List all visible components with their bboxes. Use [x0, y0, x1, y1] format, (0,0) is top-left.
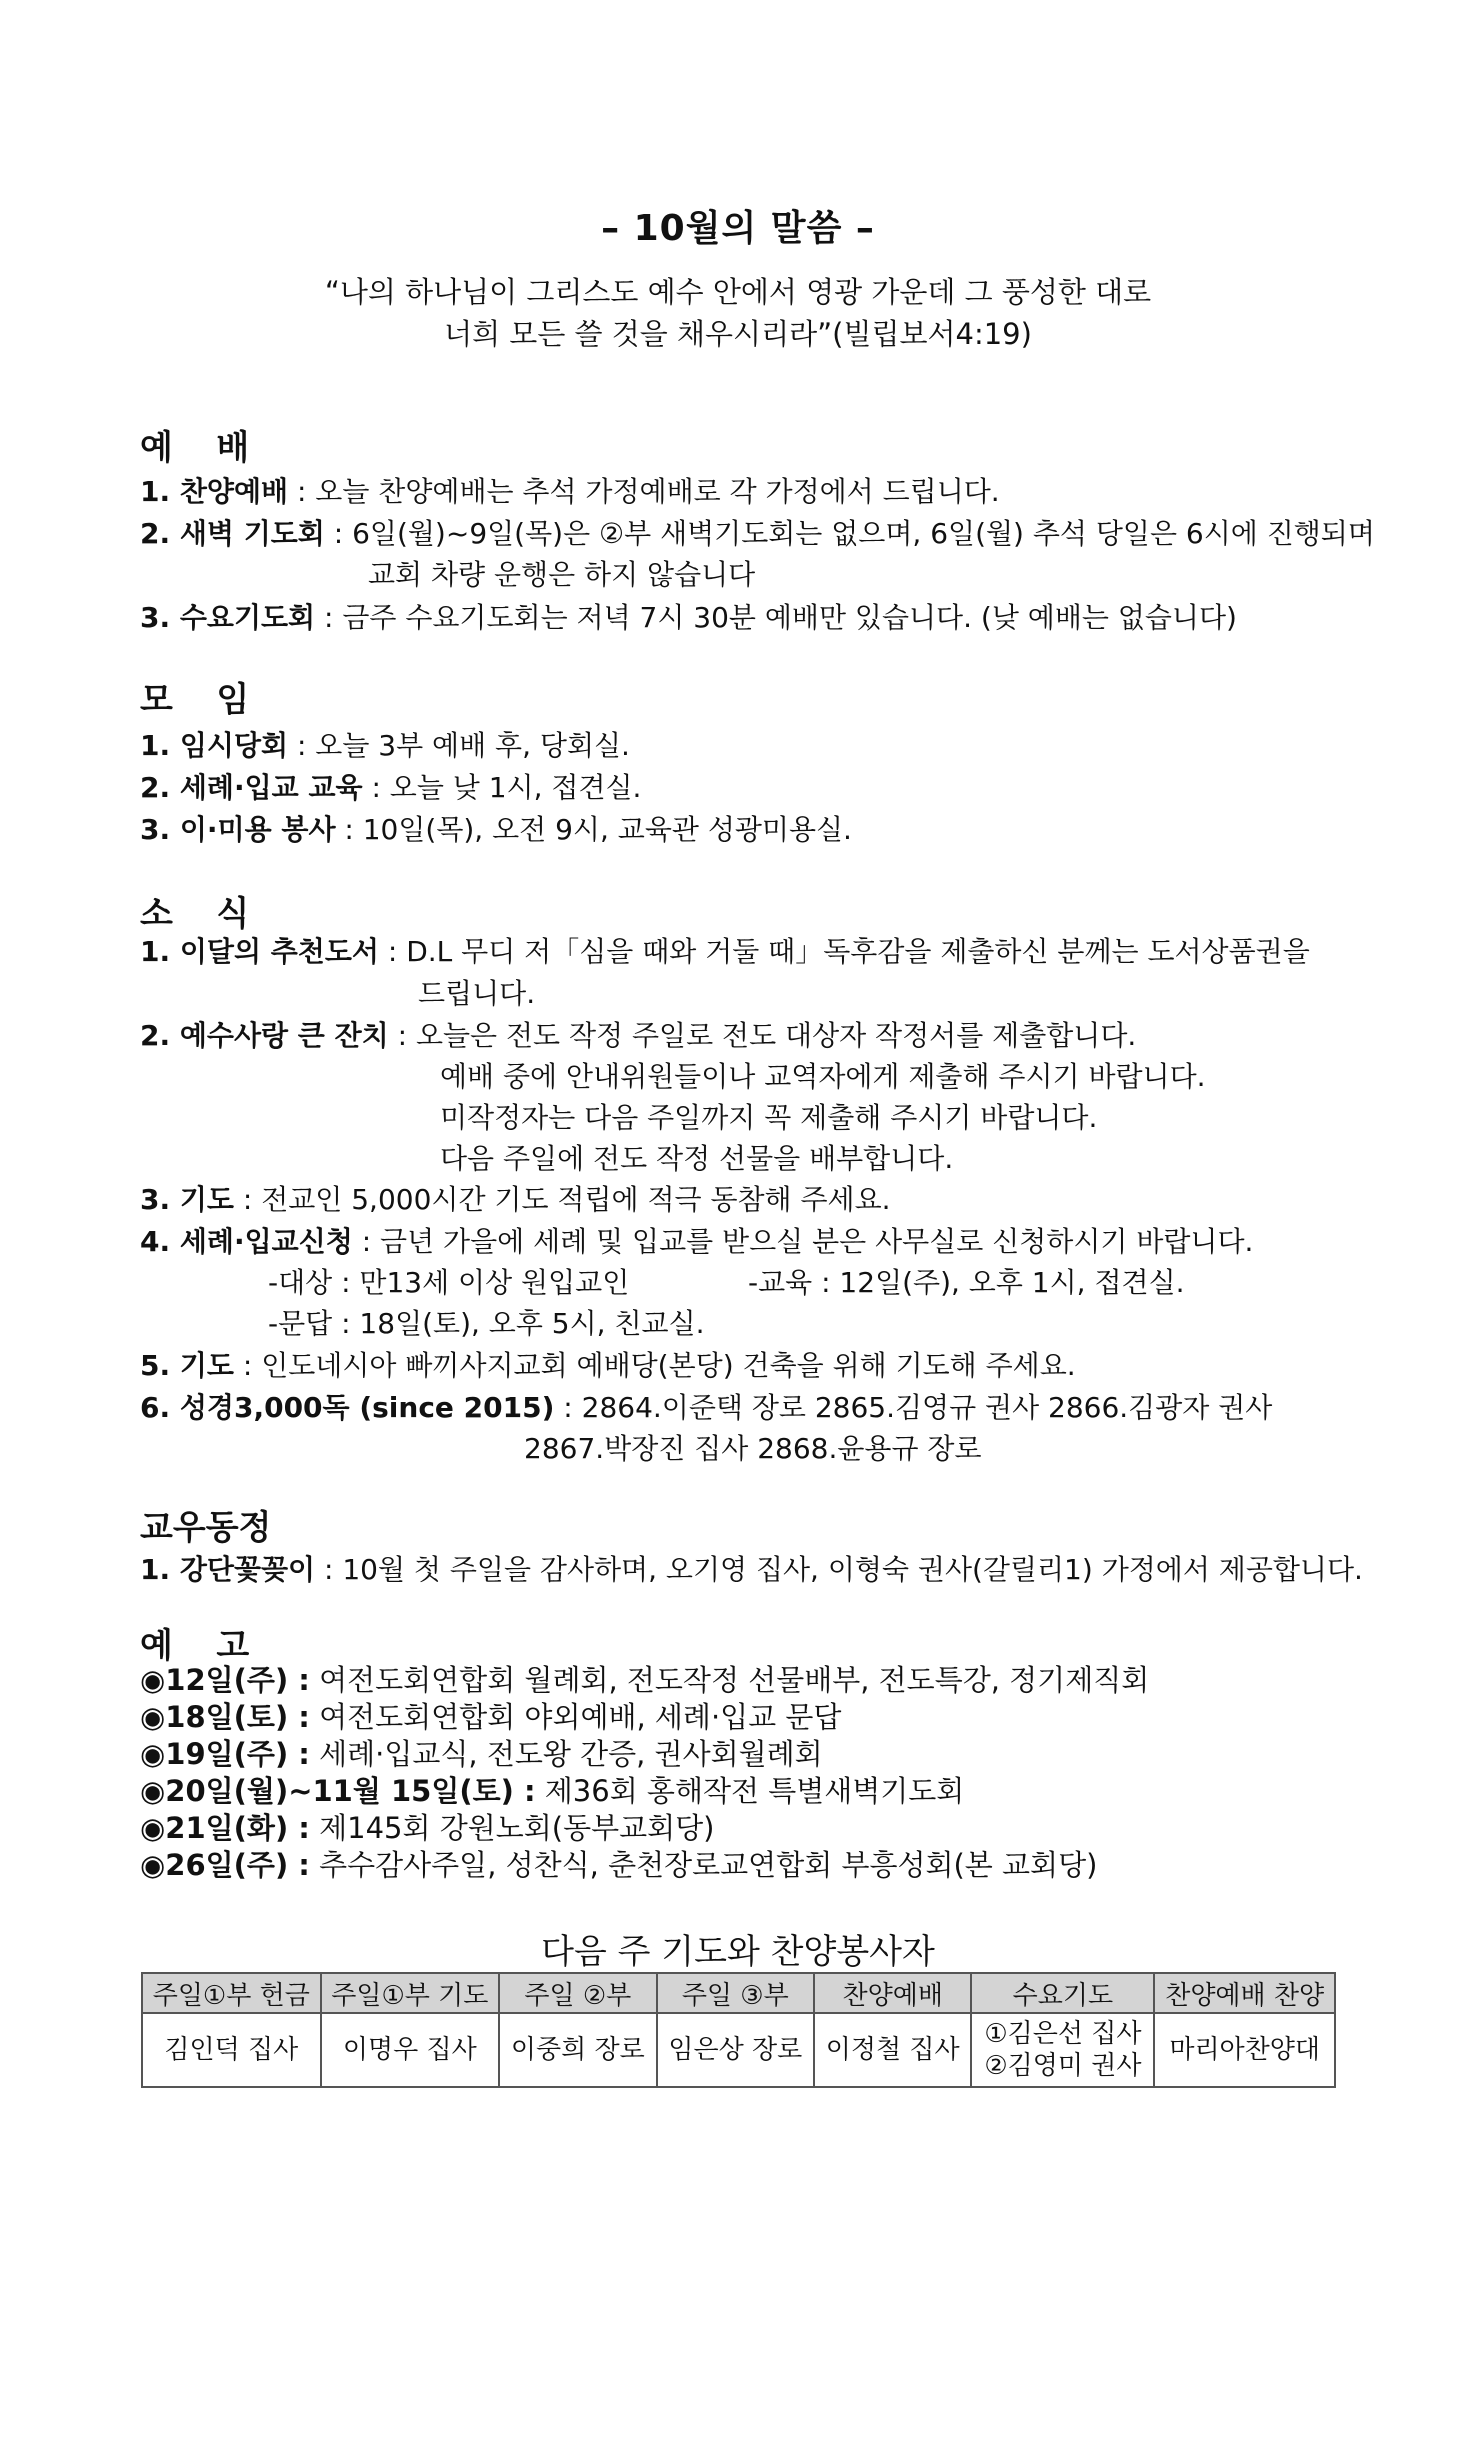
news-item-2-cont-3: 다음 주일에 전도 작정 선물을 배부합니다. [440, 1142, 954, 1175]
header-cell: 주일①부 기도 [321, 1973, 500, 2013]
header-cell: 찬양예배 [814, 1973, 971, 2013]
section-heading-notice: 예 고 [140, 1626, 252, 1666]
section-heading-members: 교우동정 [140, 1508, 272, 1548]
news-item-1: 1. 이달의 추천도서 : D.L 무디 저「심을 때와 거둘 때」독후감을 제출하신 분께는 도서상품권을 [140, 935, 1310, 968]
members-item-1: 1. 강단꽃꽂이 : 10월 첫 주일을 감사하며, 오기영 집사, 이형숙 권사(갈릴리1) 가정에서 제공합니다. [140, 1553, 1363, 1586]
notice-item-6: ◉26일(주) : 추수감사주일, 성찬식, 춘천장로교연합회 부흥성회(본 교회당) [140, 1848, 1098, 1882]
notice-item-1: ◉12일(주) : 여전도회연합회 월례회, 전도작정 선물배부, 전도특강, 정기제직회 [140, 1663, 1150, 1697]
meeting-item-1: 1. 임시당회 : 오늘 3부 예배 후, 당회실. [140, 729, 630, 762]
table-cell: 마리아찬양대 [1154, 2013, 1335, 2087]
worship-item-3: 3. 수요기도회 : 금주 수요기도회는 저녁 7시 30분 예배만 있습니다. (낮 예배는 없습니다) [140, 601, 1237, 634]
news-item-2: 2. 예수사랑 큰 잔치 : 오늘은 전도 작정 주일로 전도 대상자 작정서를 제출합니다. [140, 1019, 1137, 1052]
notice-item-5: ◉21일(화) : 제145회 강원노회(동부교회당) [140, 1811, 715, 1845]
news-item-2-cont-1: 예배 중에 안내위원들이나 교역자에게 제출해 주시기 바랍니다. [440, 1060, 1206, 1093]
wednesday-prayer-1: ①김은선 집사 [984, 2019, 1142, 2049]
news-item-5: 5. 기도 : 인도네시아 빠끼사지교회 예배당(본당) 건축을 위해 기도해 주세요. [140, 1349, 1076, 1382]
section-heading-worship: 예 배 [140, 428, 252, 468]
news-item-4-target: -대상 : 만13세 이상 원입교인 [268, 1266, 630, 1299]
news-item-6: 6. 성경3,000독 (since 2015) : 2864.이준택 장로 2865.김영규 권사 2866.김광자 권사 [140, 1391, 1273, 1424]
table-cell-wednesday [971, 2013, 1154, 2087]
table-cell: 이정철 집사 [814, 2013, 971, 2087]
header-cell: 주일①부 헌금 [142, 1973, 321, 2013]
meeting-item-3: 3. 이·미용 봉사 : 10일(목), 오전 9시, 교육관 성광미용실. [140, 813, 852, 846]
news-item-4: 4. 세례·입교신청 : 금년 가을에 세례 및 입교를 받으실 분은 사무실로 신청하시기 바랍니다. [140, 1225, 1254, 1258]
news-item-4-interview: -문답 : 18일(토), 오후 5시, 친교실. [268, 1307, 705, 1340]
wednesday-prayer-2: ②김영미 권사 [984, 2051, 1142, 2081]
worship-item-1: 1. 찬양예배 : 오늘 찬양예배는 추석 가정예배로 각 가정에서 드립니다. [140, 475, 1000, 508]
header-cell: 주일 ②부 [499, 1973, 656, 2013]
news-item-2-cont-2: 미작정자는 다음 주일까지 꼭 제출해 주시기 바랍니다. [440, 1101, 1098, 1134]
service-table-title: 다음 주 기도와 찬양봉사자 [541, 1932, 935, 1972]
news-item-6-cont: 2867.박장진 집사 2868.윤용규 장로 [524, 1432, 982, 1465]
section-heading-news: 소 식 [140, 894, 252, 934]
news-item-4-education: -교육 : 12일(주), 오후 1시, 접견실. [748, 1266, 1185, 1299]
table-cell: 임은상 장로 [657, 2013, 814, 2087]
worship-item-2: 2. 새벽 기도회 : 6일(월)~9일(목)은 ②부 새벽기도회는 없으며, 6일(월) 추석 당일은 6시에 진행되며 [140, 517, 1375, 550]
header-cell: 주일 ③부 [657, 1973, 814, 2013]
worship-item-2-cont: 교회 차량 운행은 하지 않습니다 [368, 558, 756, 591]
page-title: – 10월의 말씀 – [601, 208, 875, 249]
service-table-header-row [142, 1973, 1335, 2013]
notice-item-4: ◉20일(월)~11월 15일(토) : 제36회 홍해작전 특별새벽기도회 [140, 1774, 965, 1808]
header-cell: 찬양예배 찬양 [1154, 1973, 1335, 2013]
table-cell: 이중희 장로 [499, 2013, 656, 2087]
notice-item-2: ◉18일(토) : 여전도회연합회 야외예배, 세례·입교 문답 [140, 1700, 842, 1734]
header-cell: 수요기도 [971, 1973, 1154, 2013]
service-table-row [142, 2013, 1335, 2087]
table-cell: 이명우 집사 [321, 2013, 500, 2087]
service-table [141, 1972, 1336, 2088]
news-item-3: 3. 기도 : 전교인 5,000시간 기도 적립에 적극 동참해 주세요. [140, 1183, 891, 1216]
verse-line-2: 너희 모든 쓸 것을 채우시리라”(빌립보서4:19) [444, 317, 1032, 351]
section-heading-meeting: 모 임 [140, 680, 252, 720]
verse-line-1: “나의 하나님이 그리스도 예수 안에서 영광 가운데 그 풍성한 대로 [324, 275, 1152, 309]
news-item-1-cont: 드립니다. [418, 977, 536, 1010]
notice-item-3: ◉19일(주) : 세례·입교식, 전도왕 간증, 권사회월례회 [140, 1737, 823, 1771]
table-cell: 김인덕 집사 [142, 2013, 321, 2087]
meeting-item-2: 2. 세례·입교 교육 : 오늘 낮 1시, 접견실. [140, 771, 642, 804]
